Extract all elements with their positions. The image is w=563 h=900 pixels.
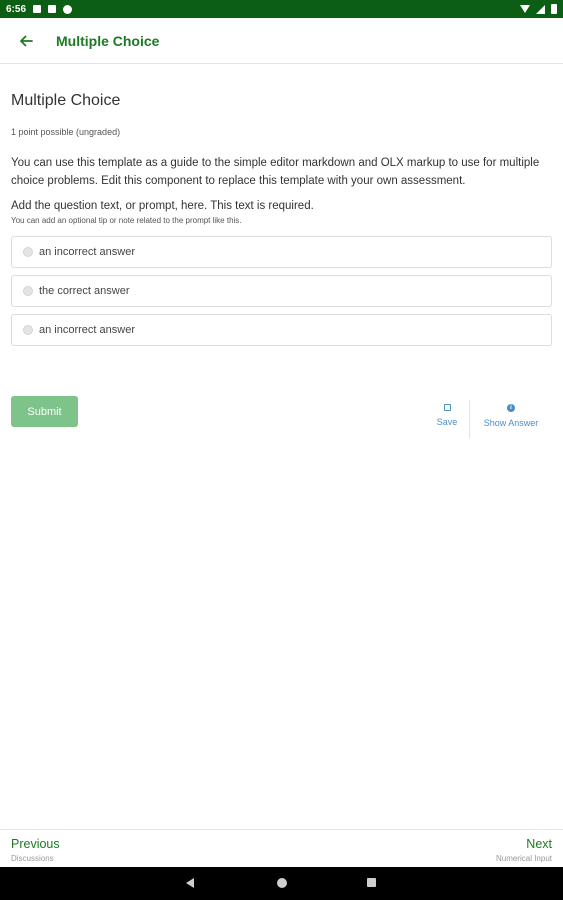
answer-option[interactable] — [11, 314, 552, 346]
system-navigation-bar — [0, 867, 563, 900]
save-icon — [444, 404, 451, 411]
answer-options — [11, 236, 552, 346]
save-button[interactable] — [432, 404, 462, 427]
answer-option-label: an incorrect answer — [39, 324, 135, 336]
app-notification-icon — [63, 5, 72, 14]
answer-option-label: the correct answer — [39, 285, 130, 297]
back-arrow-icon[interactable] — [17, 32, 35, 50]
answer-option[interactable] — [11, 275, 552, 307]
previous-unit-name: Discussions — [11, 854, 54, 863]
submit-button[interactable]: Submit — [11, 396, 78, 427]
problem-intro: You can use this template as a guide to the simple editor markdown and OLX markup to use for multiple choice problems. Edit this component to replace this template with your own assessment. — [11, 157, 540, 187]
system-back-icon[interactable] — [186, 878, 194, 888]
info-icon: i — [507, 404, 515, 412]
bottom-navigation — [0, 829, 563, 867]
next-label: Next — [526, 837, 552, 851]
answer-option-label: an incorrect answer — [39, 246, 135, 258]
status-bar — [0, 0, 563, 18]
app-bar-title: Multiple Choice — [56, 32, 160, 49]
points-possible: 1 point possible (ungraded) — [11, 127, 121, 137]
app-bar — [0, 18, 563, 64]
radio-button[interactable] — [23, 247, 33, 257]
previous-label: Previous — [11, 837, 60, 851]
sd-card-icon — [48, 5, 56, 13]
problem-actions — [11, 396, 552, 436]
problem-content — [11, 64, 552, 428]
show-answer-button[interactable] — [477, 404, 545, 428]
status-time: 6:56 — [6, 3, 27, 15]
wifi-icon — [520, 5, 530, 13]
save-label: Save — [436, 417, 458, 427]
battery-icon — [551, 4, 557, 14]
next-button[interactable] — [496, 837, 552, 863]
show-answer-label: Show Answer — [483, 418, 539, 428]
next-unit-name: Numerical Input — [495, 854, 552, 863]
question-tip: You can add an optional tip or note related to the prompt like this. — [11, 216, 242, 225]
radio-button[interactable] — [23, 325, 33, 335]
problem-title: Multiple Choice — [11, 92, 121, 109]
system-home-icon[interactable] — [277, 878, 287, 888]
system-recents-icon[interactable] — [367, 878, 376, 887]
action-divider — [469, 400, 470, 438]
answer-option[interactable] — [11, 236, 552, 268]
notification-icon — [33, 5, 41, 13]
radio-button[interactable] — [23, 286, 33, 296]
question-prompt: Add the question text, or prompt, here. This text is required. — [11, 200, 314, 212]
signal-icon — [536, 5, 545, 14]
previous-button[interactable] — [11, 837, 60, 863]
